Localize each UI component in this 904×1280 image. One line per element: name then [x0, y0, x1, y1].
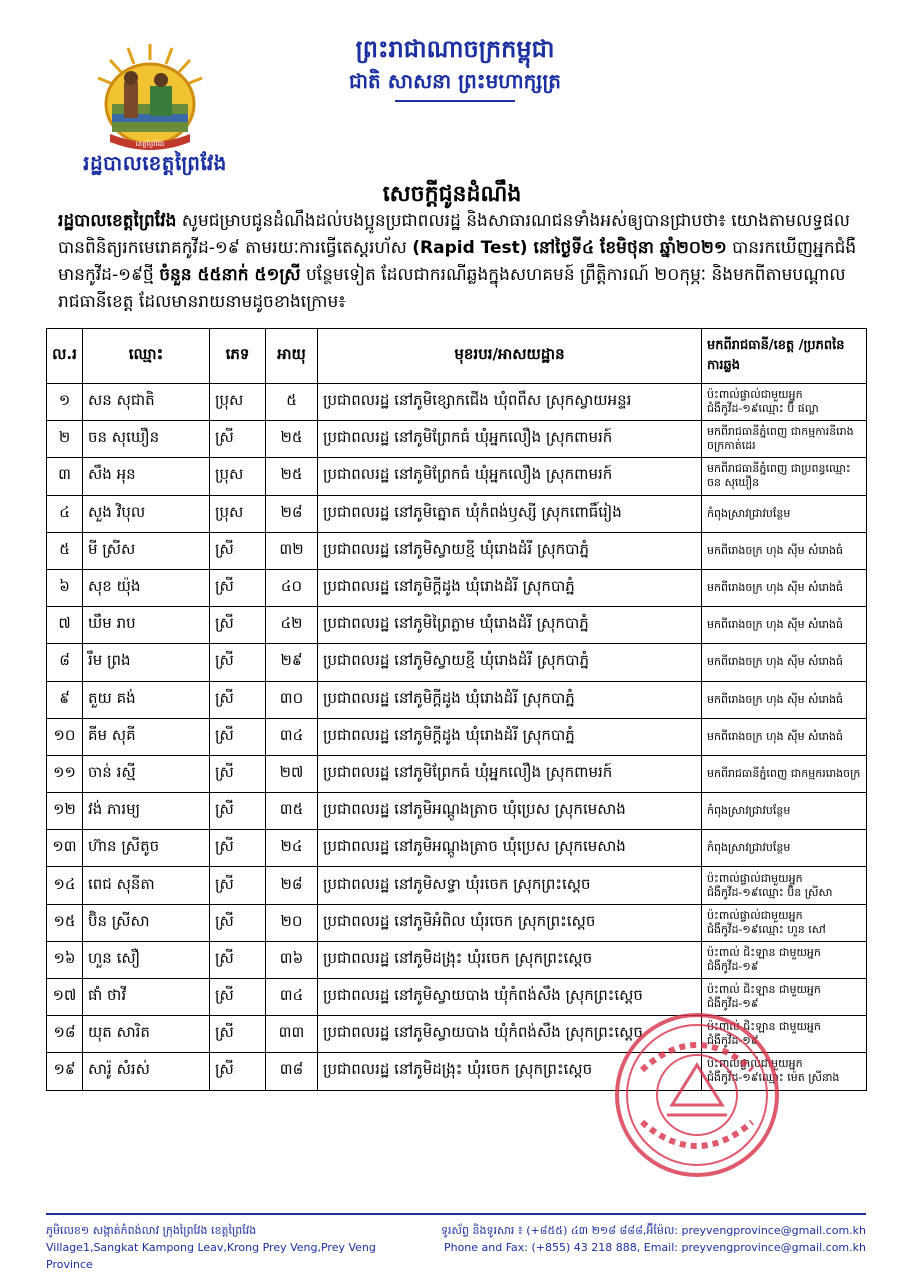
cell-name: សុខ យ៉ុង: [83, 569, 210, 606]
notice-org: រដ្ឋបាលខេត្តព្រៃវែង: [58, 211, 177, 231]
cell-address: ប្រជាពលរដ្ឋ នៅភូមិព្រៃភ្លាម ឃុំរោងដំរី ស្រុកបាភ្នំ: [318, 607, 702, 644]
cell-source: កំពុងស្រាវជ្រាវបន្ថែម: [702, 830, 867, 867]
footer-contact: [440, 1222, 866, 1256]
cell-address: ប្រជាពលរដ្ឋ នៅភូមិស្វាយបាង ឃុំកំពង់សឹង ស្រុកព្រះស្ដេច: [318, 1016, 702, 1053]
table-row: [47, 941, 867, 978]
cell-no: ១១: [47, 755, 83, 792]
cell-name: ហ៊ាន ស្រីតូច: [83, 830, 210, 867]
cell-sex: ស្រី: [210, 1053, 266, 1090]
cell-age: ៣៣: [266, 1016, 318, 1053]
cell-source: ប៉ះពាល់ ជិះឡាន ជាមួយអ្នកជំងឺកូវីដ-១៩: [702, 979, 867, 1016]
motto-ornament: [395, 100, 515, 102]
table-row: [47, 532, 867, 569]
notice-paragraph: [58, 208, 868, 316]
cell-sex: ស្រី: [210, 569, 266, 606]
notice-date: នៅថ្ងៃទី៤ ខែមិថុនា ឆ្នាំ២០២១: [527, 238, 727, 258]
cell-sex: ស្រី: [210, 904, 266, 941]
footer-contact-en: Phone and Fax: (+855) 43 218 888, Email: preyvengprovince@gmail.com.kh: [443, 1241, 866, 1254]
cell-name: យុត សារិត: [83, 1016, 210, 1053]
cell-name: ចាន់ រស្មី: [83, 755, 210, 792]
cell-source: ប៉ះពាល់ផ្ទាល់ជាមួយអ្នកជំងឺកូវីដ-១៩ឈ្មោះ ប៊ិន ស្រីសា: [702, 867, 867, 904]
cell-sex: ស្រី: [210, 607, 266, 644]
cell-address: ប្រជាពលរដ្ឋ នៅភូមិខ្សោកជើង ឃុំពពឹស ស្រុកស្វាយអន្ទរ: [318, 384, 702, 421]
footer-contact-km: ទូរស័ព្ទ និងទូរសារ ៖ (+៨៥៥) ៤៣ ២១៨ ៨៨៨,អ៊ីម៉ែល: preyvengprovince@gmail.com.kh: [441, 1224, 866, 1237]
cell-name: ហួន សឿ: [83, 941, 210, 978]
cell-address: ប្រជាពលរដ្ឋ នៅភូមិក្ដីដូង ឃុំរោងដំរី ស្រុកបាភ្នំ: [318, 681, 702, 718]
cell-no: ១៨: [47, 1016, 83, 1053]
cell-sex: ស្រី: [210, 718, 266, 755]
notice-title: សេចក្ដីជូនដំណឹង: [382, 182, 522, 207]
cell-name: ប៊ិន ស្រីសា: [83, 904, 210, 941]
cases-table: [46, 328, 867, 1091]
table-row: [47, 755, 867, 792]
cell-source: ប៉ះពាល់ផ្ទាល់ជាមួយអ្នកជំងឺកូវីដ-១៩ឈ្មោះ ហួន សៅ: [702, 904, 867, 941]
table-row: [47, 421, 867, 458]
header-sex: ភេទ: [210, 329, 266, 384]
cell-age: ៥: [266, 384, 318, 421]
cell-address: ប្រជាពលរដ្ឋ នៅភូមិព្រែកធំ ឃុំអ្នកលឿង ស្រុកពាមរក៍: [318, 421, 702, 458]
cell-age: ៣៤: [266, 718, 318, 755]
cell-age: ៣៨: [266, 1053, 318, 1090]
case-count: ចំនួន ៥៥នាក់ ៥១ស្រី: [159, 265, 301, 285]
cell-source: មកពីរោងចក្រ ហុង ស៊ីម សំរោងធំ: [702, 532, 867, 569]
cell-no: ១២: [47, 793, 83, 830]
footer-divider: [46, 1213, 866, 1215]
cell-name: ចន សុឃឿន: [83, 421, 210, 458]
cell-address: ប្រជាពលរដ្ឋ នៅភូមិអណ្ដូងត្រាច ឃុំប្រេស ស្រុកមេសាង: [318, 830, 702, 867]
cell-name: ផាំ ថាវី: [83, 979, 210, 1016]
cell-address: ប្រជាពលរដ្ឋ នៅភូមិអណ្ដូងត្រាច ឃុំប្រេស ស្រុកមេសាង: [318, 793, 702, 830]
cell-age: ២៧: [266, 755, 318, 792]
cell-no: ១៧: [47, 979, 83, 1016]
table-row: [47, 644, 867, 681]
cell-sex: ស្រី: [210, 941, 266, 978]
cell-name: ពេជ សុនីតា: [83, 867, 210, 904]
cell-sex: ស្រី: [210, 793, 266, 830]
cell-source: ប៉ះពាល់ផ្ទាល់ជាមួយអ្នកជំងឺកូវីដ-១៩ឈ្មោះ ម៉េត ស្រីនាង: [702, 1053, 867, 1090]
cell-address: ប្រជាពលរដ្ឋ នៅភូមិអំពិល ឃុំរចេក ស្រុកព្រះស្ដេច: [318, 904, 702, 941]
cell-sex: ប្រុស: [210, 384, 266, 421]
cell-sex: ប្រុស: [210, 495, 266, 532]
cell-sex: ស្រី: [210, 1016, 266, 1053]
cell-no: ១៣: [47, 830, 83, 867]
table-row: [47, 793, 867, 830]
provincial-logo: [88, 38, 212, 156]
cell-age: ២០: [266, 904, 318, 941]
cell-age: ៣០: [266, 681, 318, 718]
cell-address: ប្រជាពលរដ្ឋ នៅភូមិស្វាយខ្មី ឃុំរោងដំរី ស្រុកបាភ្នំ: [318, 532, 702, 569]
cell-no: ៥: [47, 532, 83, 569]
footer-address-km: ភូមិលេខ១ សង្កាត់កំពង់លាវ ក្រុងព្រៃវែង ខេត្តព្រៃវែង: [46, 1224, 257, 1237]
cell-address: ប្រជាពលរដ្ឋ នៅភូមិព្រែកធំ ឃុំអ្នកលឿង ស្រុកពាមរក៍: [318, 755, 702, 792]
cell-sex: ស្រី: [210, 979, 266, 1016]
cell-name: គីម សុគី: [83, 718, 210, 755]
cell-no: ១: [47, 384, 83, 421]
cell-address: ប្រជាពលរដ្ឋ នៅភូមិក្ដីដូង ឃុំរោងដំរី ស្រុកបាភ្នំ: [318, 569, 702, 606]
cell-no: ១៦: [47, 941, 83, 978]
cell-age: ២៩: [266, 644, 318, 681]
cell-age: ៣២: [266, 532, 318, 569]
table-row: [47, 867, 867, 904]
cell-sex: ស្រី: [210, 867, 266, 904]
kingdom-title: ព្រះរាជាណាចក្រកម្ពុជា: [355, 35, 555, 63]
header-age: អាយុ: [266, 329, 318, 384]
cell-source: មកពីរោងចក្រ ហុង ស៊ីម សំរោងធំ: [702, 569, 867, 606]
cell-source: មកពីរោងចក្រ ហុង ស៊ីម សំរោងធំ: [702, 607, 867, 644]
cell-age: ៣៦: [266, 941, 318, 978]
notice-body-1: សូមជម្រាបជូនដំណឹងដល់បងប្អូនប្រជាពលរដ្ឋ និងសាធារណជនទាំងអស់ឲ្យបានជ្រាបថា៖ យោងតាមលទ្ធផលបានពិនិត្យរកមេរោគកូវីដ-១៩ តាមរយៈការធ្វើតេស្តរហ័ស: [58, 211, 850, 258]
cell-name: សន សុជាតិ: [83, 384, 210, 421]
cell-name: តួយ គង់: [83, 681, 210, 718]
national-motto: ជាតិ សាសនា ព្រះមហាក្សត្រ: [349, 69, 561, 93]
notice-body-3: បានរកឃើញអ្នកជំងឺមានកូវីដ-១៩ថ្មី: [58, 238, 857, 285]
table-row: [47, 384, 867, 421]
cell-name: រឹម ព្រង: [83, 644, 210, 681]
cell-age: ៤២: [266, 607, 318, 644]
cell-address: ប្រជាពលរដ្ឋ នៅភូមិក្ដីដូង ឃុំរោងដំរី ស្រុកបាភ្នំ: [318, 718, 702, 755]
office-name: រដ្ឋបាលខេត្តព្រៃវែង: [83, 151, 227, 175]
cell-no: ២: [47, 421, 83, 458]
header-address: មុខរបរ/អាសយដ្ឋាន: [318, 329, 702, 384]
cell-source: មកពីរាជធានីភ្នំពេញ ជាប្រពន្ធឈ្មោះ ចន សុឃឿន: [702, 458, 867, 495]
cell-address: ប្រជាពលរដ្ឋ នៅភូមិដង្រុះ ឃុំរចេក ស្រុកព្រះស្ដេច: [318, 941, 702, 978]
table-row: [47, 495, 867, 532]
cell-no: ១៩: [47, 1053, 83, 1090]
cell-address: ប្រជាពលរដ្ឋ នៅភូមិដង្រុះ ឃុំរចេក ស្រុកព្រះស្ដេច: [318, 1053, 702, 1090]
cell-sex: ស្រី: [210, 532, 266, 569]
cell-name: មី ស្រីស: [83, 532, 210, 569]
cell-no: ៨: [47, 644, 83, 681]
cell-age: ២៥: [266, 421, 318, 458]
cell-name: វង់ ភារម្យ: [83, 793, 210, 830]
cell-age: ៣៤: [266, 979, 318, 1016]
table-header-row: [47, 329, 867, 384]
cell-sex: ស្រី: [210, 681, 266, 718]
cell-address: ប្រជាពលរដ្ឋ នៅភូមិសទ្វា ឃុំរចេក ស្រុកព្រះស្ដេច: [318, 867, 702, 904]
cell-source: មកពីរាជធានីភ្នំពេញ ជាកម្មកររោងចក្រ: [702, 755, 867, 792]
cell-no: ១៥: [47, 904, 83, 941]
rapid-test-label: (Rapid Test): [412, 238, 528, 258]
cell-source: មកពីរោងចក្រ ហុង ស៊ីម សំរោងធំ: [702, 718, 867, 755]
logo-caption: ខេត្តព្រៃវែង: [135, 140, 165, 148]
cell-no: ១៤: [47, 867, 83, 904]
cell-name: សឹង អុន: [83, 458, 210, 495]
table-row: [47, 681, 867, 718]
cell-name: ឃឹម រាប: [83, 607, 210, 644]
table-row: [47, 569, 867, 606]
cell-sex: ស្រី: [210, 644, 266, 681]
table-row: [47, 718, 867, 755]
cell-sex: ប្រុស: [210, 458, 266, 495]
notice-body-4: បន្ថែមទៀត ដែលជាករណីឆ្លងក្នុងសហគមន៍ ព្រឹត្តិការណ៍ ២០កុម្ភៈ និងមកពីតាមបណ្ដាលរាជធានីខេត្ត ដែលមានរាយនាមដូចខាងក្រោម៖: [58, 265, 846, 312]
table-row: [47, 830, 867, 867]
table-row: [47, 904, 867, 941]
cell-name: សារ៉ូ សំរស់: [83, 1053, 210, 1090]
table-row: [47, 607, 867, 644]
cell-age: ៣៥: [266, 793, 318, 830]
cell-no: ៦: [47, 569, 83, 606]
table-row: [47, 458, 867, 495]
cell-no: ៧: [47, 607, 83, 644]
cell-no: ៣: [47, 458, 83, 495]
cell-sex: ស្រី: [210, 830, 266, 867]
cell-address: ប្រជាពលរដ្ឋ នៅភូមិស្វាយបាង ឃុំកំពង់សឹង ស្រុកព្រះស្ដេច: [318, 979, 702, 1016]
cell-source: មកពីរោងចក្រ ហុង ស៊ីម សំរោងធំ: [702, 681, 867, 718]
cell-source: ប៉ះពាល់ ជិះឡាន ជាមួយអ្នកជំងឺកូវីដ-១៩: [702, 941, 867, 978]
header-no: ល.រ: [47, 329, 83, 384]
cell-source: មកពីរោងចក្រ ហុង ស៊ីម សំរោងធំ: [702, 644, 867, 681]
header-source: មកពីរាជធានី/ខេត្ត /ប្រភពនៃការឆ្លង: [702, 329, 867, 384]
cell-address: ប្រជាពលរដ្ឋ នៅភូមិត្នោត ឃុំកំពង់ឫស្សី ស្រុកពោធិ៍រៀង: [318, 495, 702, 532]
cell-source: ប៉ះពាល់ ជិះឡាន ជាមួយអ្នកជំងឺកូវីដ-១៩: [702, 1016, 867, 1053]
cell-no: ១០: [47, 718, 83, 755]
cell-address: ប្រជាពលរដ្ឋ នៅភូមិព្រែកធំ ឃុំអ្នកលឿង ស្រុកពាមរក៍: [318, 458, 702, 495]
cell-sex: ស្រី: [210, 421, 266, 458]
cell-age: ២៤: [266, 830, 318, 867]
cell-address: ប្រជាពលរដ្ឋ នៅភូមិស្វាយខ្មី ឃុំរោងដំរី ស្រុកបាភ្នំ: [318, 644, 702, 681]
official-seal: [612, 1010, 782, 1180]
cell-age: ២៥: [266, 458, 318, 495]
cell-age: ២៨: [266, 495, 318, 532]
cell-source: កំពុងស្រាវជ្រាវបន្ថែម: [702, 495, 867, 532]
cell-name: សួង វិបុល: [83, 495, 210, 532]
cell-sex: ស្រី: [210, 755, 266, 792]
cell-source: កំពុងស្រាវជ្រាវបន្ថែម: [702, 793, 867, 830]
footer-address-en: Village1,Sangkat Kampong Leav,Krong Prey Veng,Prey Veng Province: [46, 1241, 376, 1271]
cell-source: មកពីរាជធានីភ្នំពេញ ជាកម្មការនីរោងចក្រកាត់ដេរ: [702, 421, 867, 458]
cell-age: ២៨: [266, 867, 318, 904]
cell-no: ៩: [47, 681, 83, 718]
footer-address: [46, 1222, 426, 1273]
cell-age: ៤០: [266, 569, 318, 606]
cell-no: ៤: [47, 495, 83, 532]
cell-source: ប៉ះពាល់ផ្ទាល់ជាមួយអ្នកជំងឺកូវីដ-១៩ឈ្មោះ ប៊ី ផល្លា: [702, 384, 867, 421]
header-name: ឈ្មោះ: [83, 329, 210, 384]
